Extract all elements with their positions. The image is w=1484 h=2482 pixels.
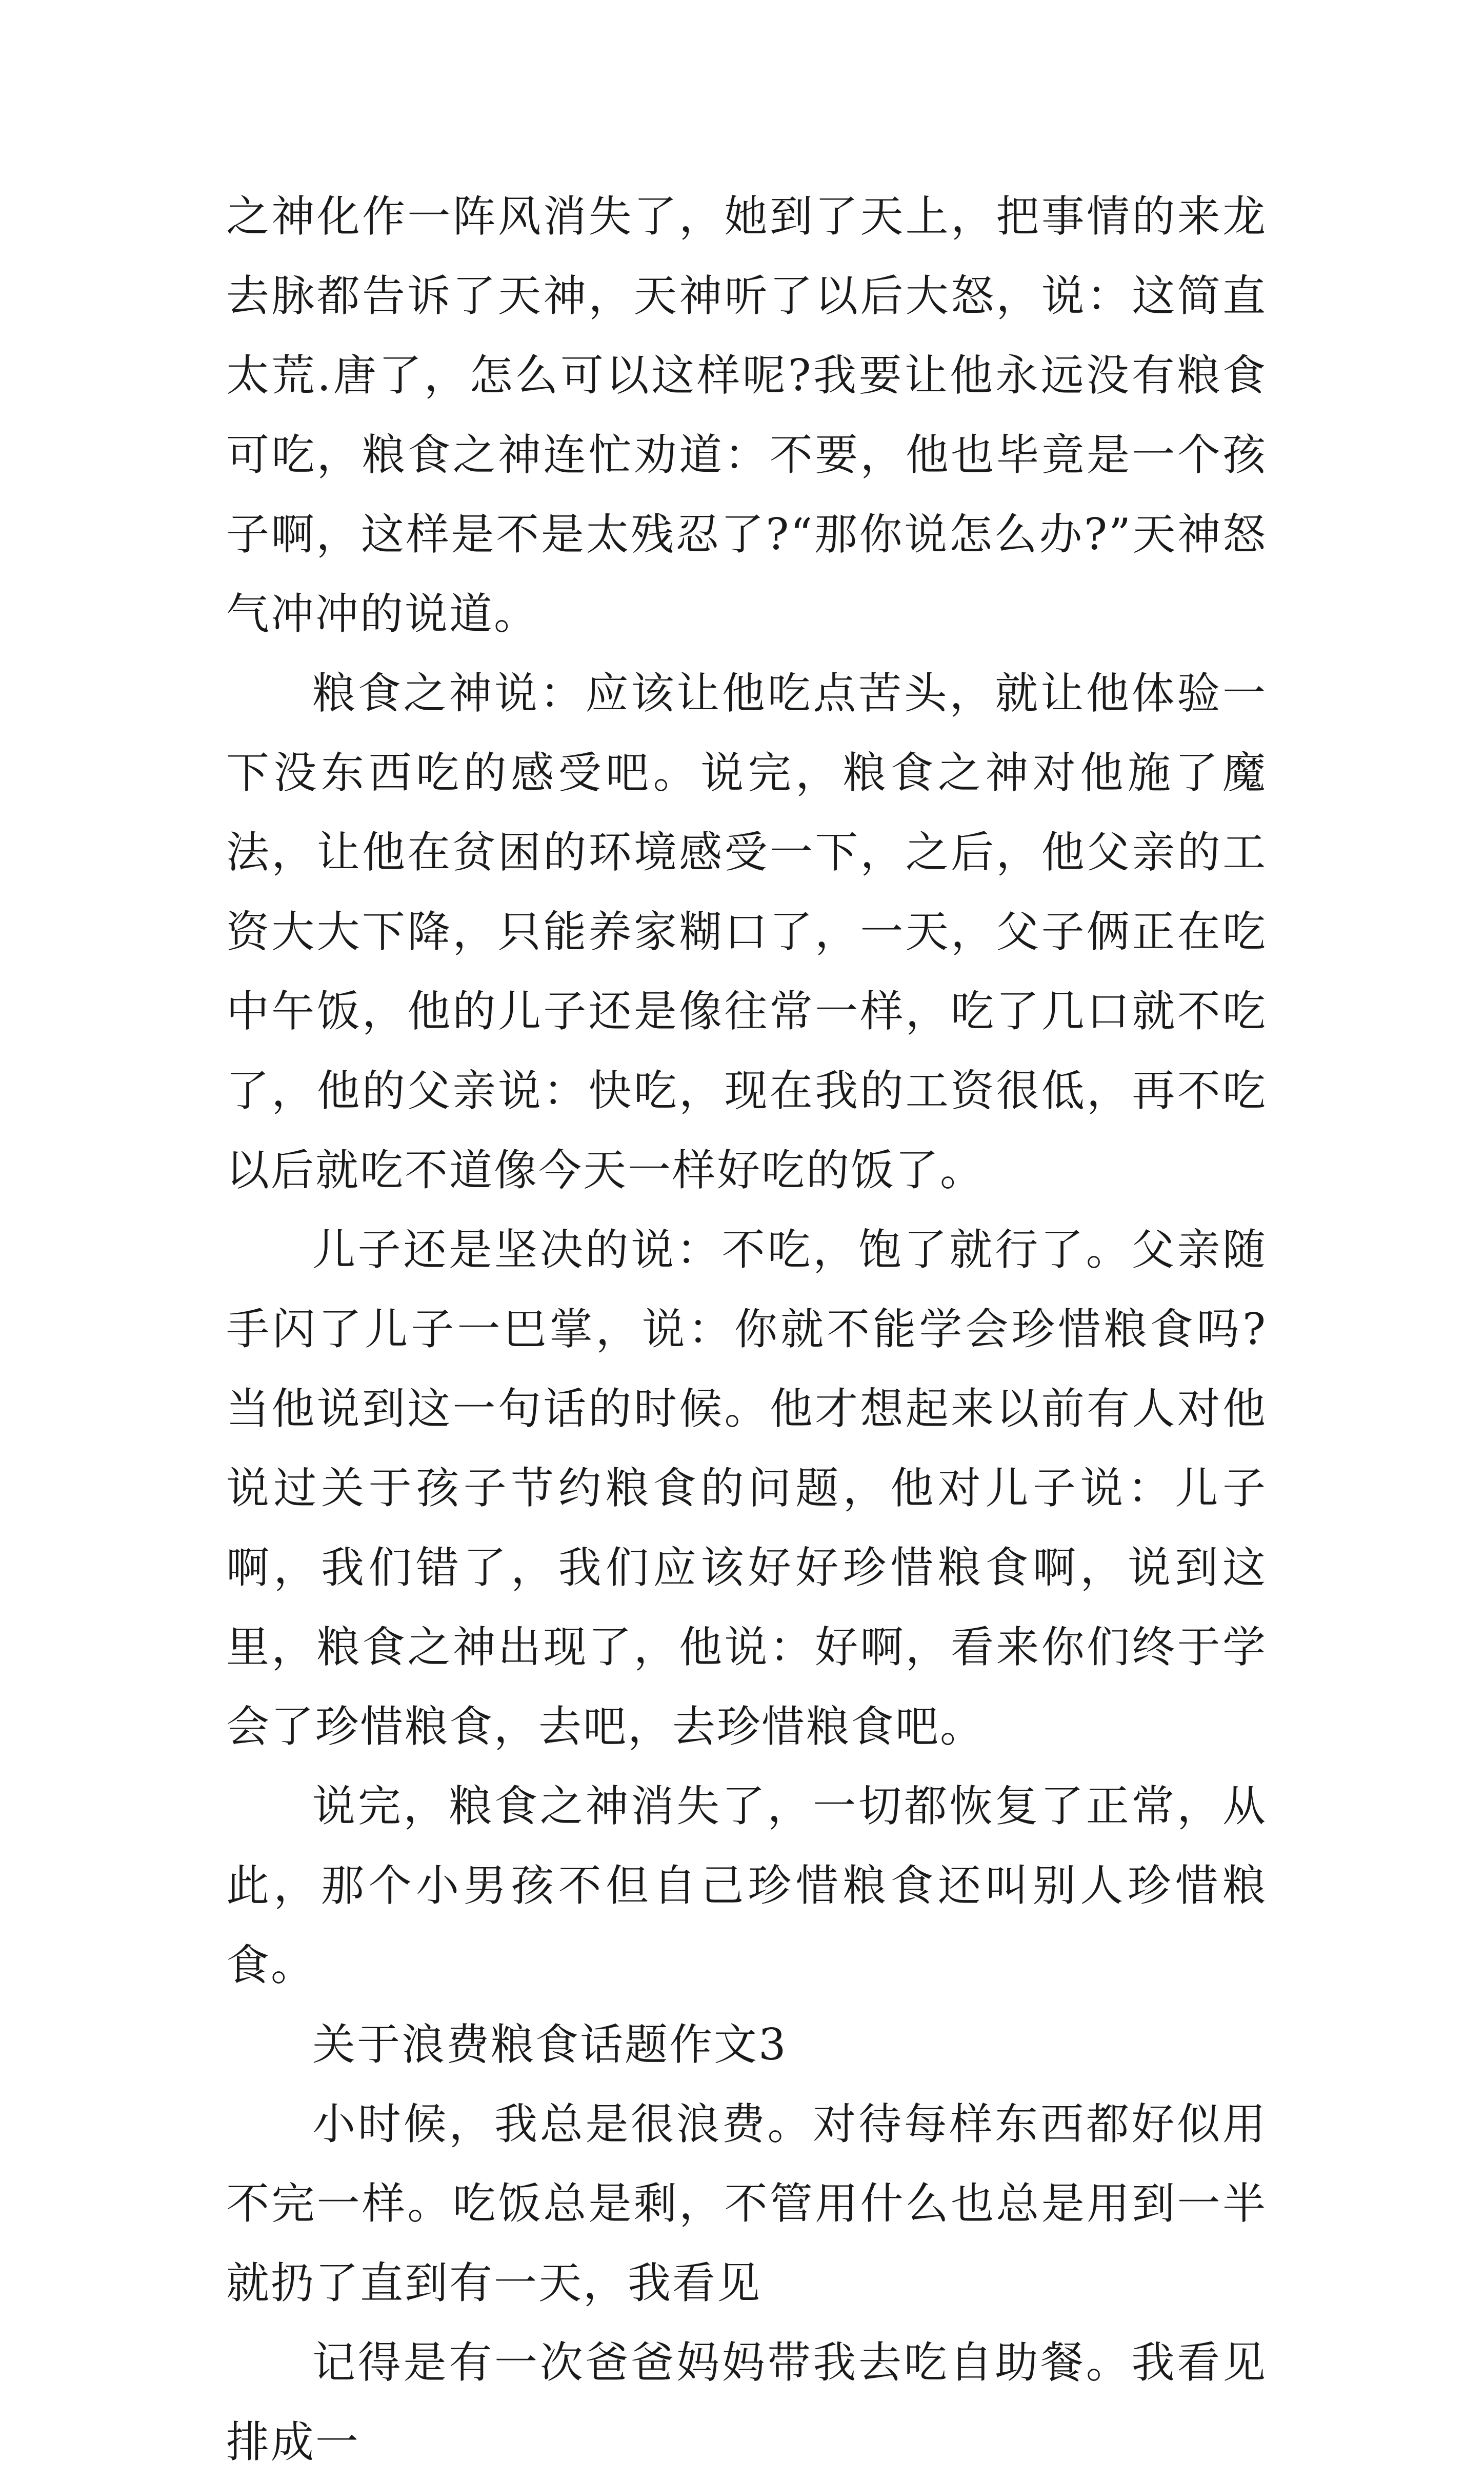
paragraph: 之神化作一阵风消失了，她到了天上，把事情的来龙去脉都告诉了天神，天神听了以后大怒，说：这简直太荒.唐了，怎么可以这样呢?我要让他永远没有粮食可吃，粮食之神连忙劝道：不要，他也毕竟是一个孩子啊，这样是不是太残忍了?“那你说怎么办?”天神怒气冲冲的说道。	[226, 191, 1267, 639]
section-heading: 关于浪费粮食话题作文3	[312, 2019, 788, 2070]
body-text	[226, 177, 1267, 2482]
paragraph: 儿子还是坚决的说：不吃，饱了就行了。父亲随手闪了儿子一巴掌，说：你就不能学会珍惜粮食吗?当他说到这一句话的时候。他才想起来以前有人对他说过关于孩子节约粮食的问题，他对儿子说：儿子啊，我们错了，我们应该好好珍惜粮食啊，说到这里，粮食之神出现了，他说：好啊，看来你们终于学会了珍惜粮食，去吧，去珍惜粮食吧。	[226, 1225, 1267, 1752]
paragraph: 小时候，我总是很浪费。对待每样东西都好似用不完一样。吃饭总是剩，不管用什么也总是用到一半就扔了直到有一天，我看见	[226, 2099, 1267, 2308]
paragraph: 粮食之神说：应该让他吃点苦头，就让他体验一下没东西吃的感受吧。说完，粮食之神对他施了魔法，让他在贫困的环境感受一下，之后，他父亲的工资大大下降，只能养家糊口了，一天，父子俩正在吃中午饭，他的儿子还是像往常一样，吃了几口就不吃了，他的父亲说：快吃，现在我的工资很低，再不吃以后就吃不道像今天一样好吃的饭了。	[226, 668, 1267, 1195]
paragraph: 说完，粮食之神消失了，一切都恢复了正常，从此，那个小男孩不但自己珍惜粮食还叫别人珍惜粮食。	[226, 1781, 1267, 1990]
paragraph: 记得是有一次爸爸妈妈带我去吃自助餐。我看见排成一	[226, 2337, 1267, 2467]
